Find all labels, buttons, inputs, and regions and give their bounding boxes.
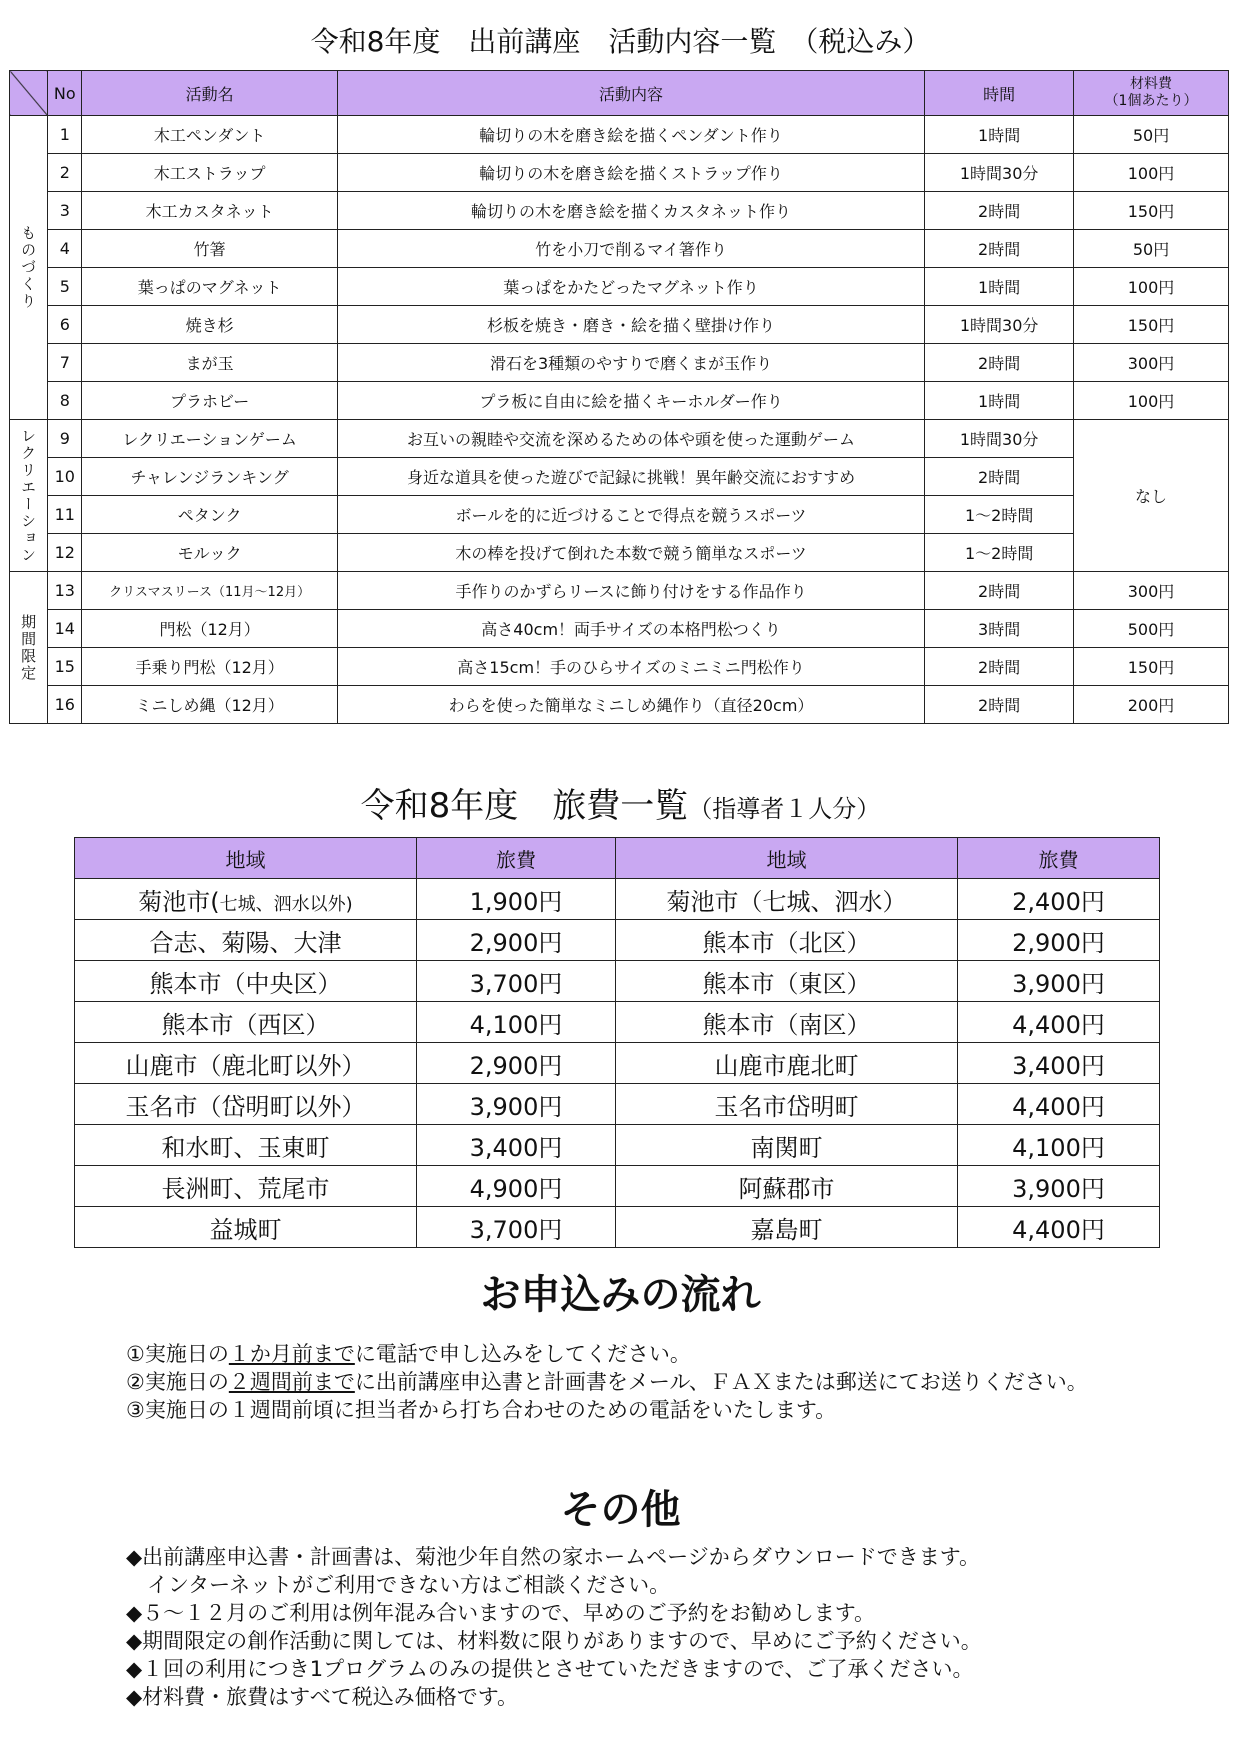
header-activity-name: 活動名 [82,71,337,116]
region-cell: 熊本市（東区） [616,961,958,1002]
header-material-fee: 材料費 （1個あたり） [1074,71,1229,116]
row-time: 1時間 [925,116,1074,154]
row-time: 1時間 [925,382,1074,420]
fee-cell: 3,700円 [417,961,616,1002]
note-line: ◆出前講座申込書・計画書は、菊池少年自然の家ホームページからダウンロードできます。 [126,1545,981,1569]
table-row [10,648,1229,686]
row-content: 輪切りの木を磨き絵を描くペンダント作り [337,116,924,154]
fee-cell: 2,400円 [958,879,1160,920]
category-monozukuri: ものづくり [10,116,48,420]
row-fee: 150円 [1074,306,1229,344]
row-time: 2時間 [925,686,1074,724]
row-fee: 50円 [1074,230,1229,268]
header-region: 地域 [616,838,958,879]
row-time: 2時間 [925,192,1074,230]
row-no: 14 [48,610,82,648]
fee-cell: 4,100円 [417,1002,616,1043]
row-content: 滑石を3種類のやすりで磨くまが玉作り [337,344,924,382]
note-line: ◆１回の利用につき1プログラムのみの提供とさせていただきますので、ご了承ください。 [126,1657,974,1681]
fee-cell: 3,900円 [958,1166,1160,1207]
fee-cell: 4,900円 [417,1166,616,1207]
table-row [10,496,1229,534]
table-row [10,344,1229,382]
region-cell: 合志、菊陽、大津 [75,920,417,961]
row-time: 1時間30分 [925,154,1074,192]
fee-cell: 3,400円 [417,1125,616,1166]
row-fee: 50円 [1074,116,1229,154]
flow-step-2: ②実施日の２週間前までに出前講座申込書と計画書をメール、ＦＡＸまたは郵送にてお送りください。 [126,1370,1088,1394]
travel-cost-table [74,837,1160,1248]
row-fee: 100円 [1074,154,1229,192]
fee-cell: 3,900円 [417,1084,616,1125]
row-content: わらを使った簡単なミニしめ縄作り（直径20cm） [337,686,924,724]
region-cell: 益城町 [75,1207,417,1248]
row-no: 1 [48,116,82,154]
recreation-fee: なし [1074,420,1229,572]
application-flow-heading: お申込みの流れ [480,1272,761,1318]
row-fee: 300円 [1074,344,1229,382]
row-time: 1時間 [925,268,1074,306]
row-no: 9 [48,420,82,458]
row-time: 3時間 [925,610,1074,648]
row-content: 木の棒を投げて倒れた本数で競う簡単なスポーツ [337,534,924,572]
flow-step-3: ③実施日の１週間前頃に担当者から打ち合わせのための電話をいたします。 [126,1398,837,1422]
header-fee: 旅費 [417,838,616,879]
table-row [10,268,1229,306]
row-content: お互いの親睦や交流を深めるための体や頭を使った運動ゲーム [337,420,924,458]
row-no: 6 [48,306,82,344]
row-name: 竹箸 [82,230,337,268]
row-content: 輪切りの木を磨き絵を描くストラップ作り [337,154,924,192]
row-no: 7 [48,344,82,382]
row-content: 杉板を焼き・磨き・絵を描く壁掛け作り [337,306,924,344]
row-fee: 500円 [1074,610,1229,648]
region-cell: 山鹿市（鹿北町以外） [75,1043,417,1084]
row-no: 12 [48,534,82,572]
flow-step-1: ①実施日の１か月前までに電話で申し込みをしてください。 [126,1342,691,1366]
header-region: 地域 [75,838,417,879]
application-flow-steps [126,1340,1088,1424]
row-name: ミニしめ縄（12月） [82,686,337,724]
row-name: まが玉 [82,344,337,382]
table-row [10,572,1229,610]
row-content: 手作りのかずらリースに飾り付けをする作品作り [337,572,924,610]
table-row [10,382,1229,420]
fee-cell: 4,400円 [958,1002,1160,1043]
note-line: インターネットがご利用できない方はご相談ください。 [126,1573,671,1597]
row-no: 5 [48,268,82,306]
row-no: 16 [48,686,82,724]
table-row [10,154,1229,192]
header-no: No [48,71,82,116]
row-no: 4 [48,230,82,268]
row-no: 3 [48,192,82,230]
table-row [75,1125,1160,1166]
table-row [75,961,1160,1002]
row-fee: 100円 [1074,268,1229,306]
row-content: 高さ15cm！手のひらサイズのミニミニ門松作り [337,648,924,686]
row-content: プラ板に自由に絵を描くキーホルダー作り [337,382,924,420]
row-no: 13 [48,572,82,610]
row-name: チャレンジランキング [82,458,337,496]
row-no: 15 [48,648,82,686]
row-no: 8 [48,382,82,420]
header-corner-cell [10,71,48,116]
row-name: モルック [82,534,337,572]
row-name: レクリエーションゲーム [82,420,337,458]
other-notes [126,1543,982,1711]
region-cell: 熊本市（北区） [616,920,958,961]
row-fee: 150円 [1074,648,1229,686]
activity-list-title: 令和8年度 出前講座 活動内容一覧 （税込み） [310,25,931,58]
fee-cell: 2,900円 [417,920,616,961]
activity-header-row [10,71,1229,116]
row-name: ペタンク [82,496,337,534]
row-name: 門松（12月） [82,610,337,648]
note-line: ◆材料費・旅費はすべて税込み価格です。 [126,1685,519,1709]
fee-cell: 3,400円 [958,1043,1160,1084]
row-time: 1時間30分 [925,420,1074,458]
row-time: 1時間30分 [925,306,1074,344]
row-fee: 100円 [1074,382,1229,420]
activity-table [9,70,1229,724]
row-content: 身近な道具を使った遊びで記録に挑戦！異年齢交流におすすめ [337,458,924,496]
other-heading: その他 [560,1487,681,1533]
row-name: 木工カスタネット [82,192,337,230]
table-row [10,306,1229,344]
row-name: クリスマスリース（11月～12月） [82,572,337,610]
table-row [75,1207,1160,1248]
travel-header-row [75,838,1160,879]
row-time: 1～2時間 [925,496,1074,534]
table-row [10,420,1229,458]
table-row [75,879,1160,920]
region-cell: 阿蘇郡市 [616,1166,958,1207]
row-content: ボールを的に近づけることで得点を競うスポーツ [337,496,924,534]
row-fee: 200円 [1074,686,1229,724]
fee-cell: 3,900円 [958,961,1160,1002]
fee-cell: 1,900円 [417,879,616,920]
row-name: 葉っぱのマグネット [82,268,337,306]
row-time: 2時間 [925,230,1074,268]
table-row [75,920,1160,961]
row-fee: 300円 [1074,572,1229,610]
row-time: 2時間 [925,648,1074,686]
header-time: 時間 [925,71,1074,116]
row-name: プラホビー [82,382,337,420]
region-cell: 玉名市（岱明町以外） [75,1084,417,1125]
row-no: 2 [48,154,82,192]
row-content: 竹を小刀で削るマイ箸作り [337,230,924,268]
region-cell: 南関町 [616,1125,958,1166]
region-cell: 熊本市（西区） [75,1002,417,1043]
region-cell: 玉名市岱明町 [616,1084,958,1125]
region-cell: 長洲町、荒尾市 [75,1166,417,1207]
note-line: ◆期間限定の創作活動に関しては、材料数に限りがありますので、早めにご予約ください。 [126,1629,982,1653]
fee-cell: 3,700円 [417,1207,616,1248]
region-cell: 山鹿市鹿北町 [616,1043,958,1084]
fee-cell: 2,900円 [958,920,1160,961]
note-line: ◆５～１２月のご利用は例年混み合いますので、早めのご予約をお勧めします。 [126,1601,876,1625]
travel-cost-title: 令和8年度 旅費一覧（指導者１人分） [360,786,881,826]
row-fee: 150円 [1074,192,1229,230]
row-content: 輪切りの木を磨き絵を描くカスタネット作り [337,192,924,230]
fee-cell: 4,400円 [958,1084,1160,1125]
row-name: 木工ペンダント [82,116,337,154]
region-cell: 和水町、玉東町 [75,1125,417,1166]
table-row [10,534,1229,572]
table-row [10,458,1229,496]
table-row [75,1166,1160,1207]
row-content: 高さ40cm！両手サイズの本格門松つくり [337,610,924,648]
table-row [10,686,1229,724]
region-cell: 熊本市（南区） [616,1002,958,1043]
table-row [75,1002,1160,1043]
table-row [75,1084,1160,1125]
row-no: 11 [48,496,82,534]
row-no: 10 [48,458,82,496]
table-row [10,230,1229,268]
row-time: 1～2時間 [925,534,1074,572]
table-row [10,192,1229,230]
table-row [10,610,1229,648]
row-content: 葉っぱをかたどったマグネット作り [337,268,924,306]
region-cell: 嘉島町 [616,1207,958,1248]
region-cell: 菊池市（七城、泗水） [616,879,958,920]
region-cell: 菊池市(七城、泗水以外) [75,879,417,920]
category-limited: 期間限定 [10,572,48,724]
row-name: 木工ストラップ [82,154,337,192]
region-cell: 熊本市（中央区） [75,961,417,1002]
row-name: 手乗り門松（12月） [82,648,337,686]
fee-cell: 4,400円 [958,1207,1160,1248]
category-recreation: レクリエーション [10,420,48,572]
header-fee: 旅費 [958,838,1160,879]
row-time: 2時間 [925,572,1074,610]
table-row [10,116,1229,154]
row-name: 焼き杉 [82,306,337,344]
fee-cell: 4,100円 [958,1125,1160,1166]
row-time: 2時間 [925,344,1074,382]
header-activity-content: 活動内容 [337,71,924,116]
row-time: 2時間 [925,458,1074,496]
table-row [75,1043,1160,1084]
fee-cell: 2,900円 [417,1043,616,1084]
